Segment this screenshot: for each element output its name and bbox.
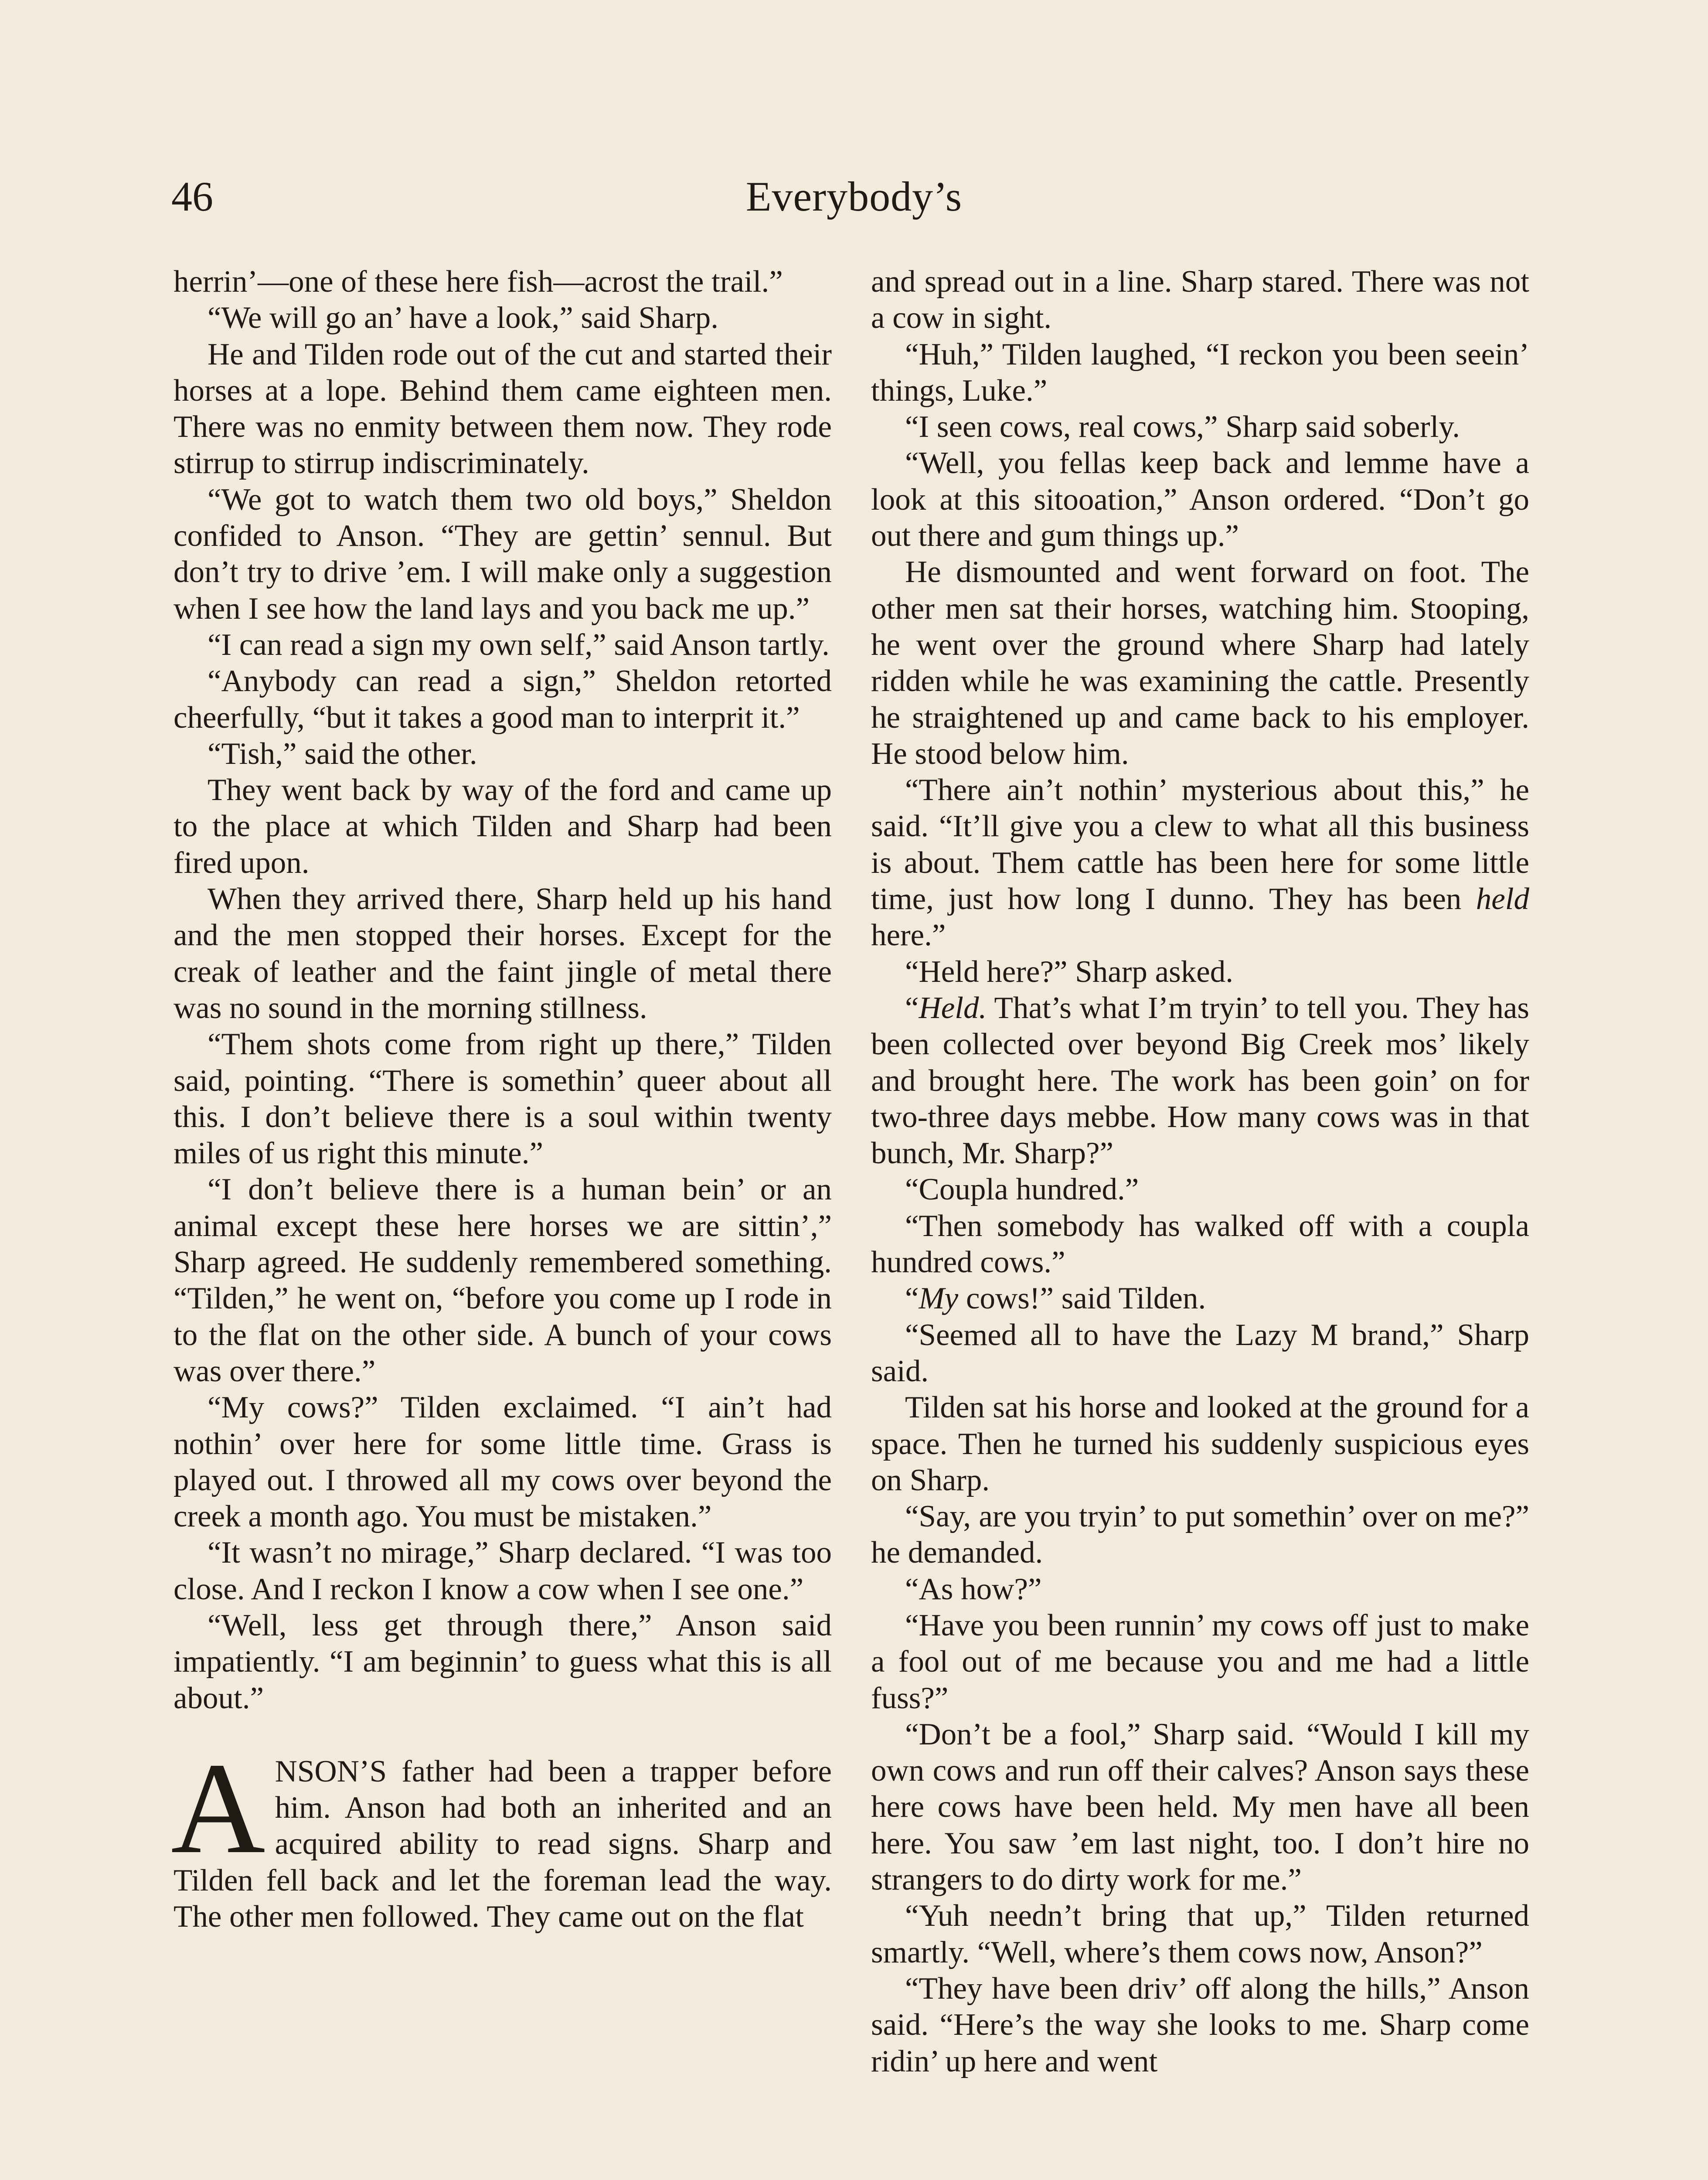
emphasis: held — [1476, 882, 1530, 916]
paragraph: “My cows?” Tilden exclaimed. “I ain’t had nothin’ over here for some little time. Grass is played out. I throwed all my cows over beyond the creek a month ago. You must be mistaken.” — [174, 1390, 832, 1534]
paragraph: “Say, are you tryin’ to put somethin’ over on me?” he demanded. — [871, 1499, 1529, 1570]
emphasis: Held. — [919, 991, 987, 1025]
paragraph: “Seemed all to have the Lazy M brand,” Sharp said. — [871, 1318, 1529, 1388]
paragraph: “Then somebody has walked off with a coupla hundred cows.” — [871, 1209, 1529, 1280]
drop-cap: A — [171, 1735, 265, 1880]
paragraph-text: here.” — [871, 918, 946, 953]
paragraph — [871, 990, 1529, 1172]
paragraph: “Huh,” Tilden laughed, “I reckon you been seein’ things, Luke.” — [871, 337, 1529, 408]
paragraph-text: “There ain’t nothin’ mysterious about this,” he said. “It’ll give you a clew to what all this business is about. Them cattle has been here for some little time, just how long I dunno. They has been — [871, 773, 1529, 916]
paragraph: “Have you been runnin’ my cows off just to make a fool out of me because you and me had a little fuss?” — [871, 1608, 1529, 1715]
paragraph: “We got to watch them two old boys,” Sheldon confided to Anson. “They are gettin’ sennul. But don’t try to drive ’em. I will make only a suggestion when I see how the land lays and you back me up.” — [174, 482, 832, 626]
quote-mark: “ — [905, 1281, 919, 1316]
paragraph: “They have been driv’ off along the hills,” Anson said. “Here’s the way she looks to me. Sharp come ridin’ up here and went — [871, 1971, 1529, 2078]
quote-mark: “ — [905, 991, 919, 1025]
paragraph-text: NSON’S father had been a trapper before him. Anson had both an inherited and an acquired ability to read signs. Sharp and Tilden fell back and let the foreman lead the way. The other men followed. They came out on the flat — [174, 1754, 832, 1934]
paragraph: They went back by way of the ford and came up to the place at which Tilden and Sharp had been fired upon. — [174, 773, 832, 880]
paragraph: “Well, you fellas keep back and lemme have a look at this sitooation,” Anson ordered. “Don’t go out there and gum things up.” — [871, 446, 1529, 553]
section-start-paragraph — [171, 1735, 832, 1935]
right-column — [871, 264, 1529, 2080]
paragraph-text: That’s what I’m tryin’ to tell you. They has been collected over beyond Big Creek mos’ likely and brought here. The work has been goin’ on for two-three days mebbe. How many cows was in that bunch, Mr. Sharp?” — [871, 991, 1529, 1171]
paragraph: He and Tilden rode out of the cut and started their horses at a lope. Behind them came eighteen men. There was no enmity between them now. They rode stirrup to stirrup indiscriminately. — [174, 337, 832, 480]
paragraph: “Coupla hundred.” — [905, 1172, 1139, 1207]
paragraph: He dismounted and went forward on foot. The other men sat their horses, watching him. Stooping, he went over the ground where Sharp had lately ridden while he was examining the cattle. Presently he straightened up and came back to his employer. He stood below him. — [871, 555, 1529, 771]
paragraph: “Yuh needn’t bring that up,” Tilden returned smartly. “Well, where’s them cows now, Anson?” — [871, 1899, 1529, 1969]
paragraph — [871, 772, 1529, 954]
paragraph: Tilden sat his horse and looked at the ground for a space. Then he turned his suddenly suspicious eyes on Sharp. — [871, 1390, 1529, 1497]
paragraph: “Anybody can read a sign,” Sheldon retorted cheerfully, “but it takes a good man to interprit it.” — [174, 664, 832, 735]
paragraph — [871, 1281, 1529, 1317]
paragraph: “Don’t be a fool,” Sharp said. “Would I kill my own cows and run off their calves? Anson says these here cows have been held. My men have all been here. You saw ’em last night, too. I don’t hire no strangers to do dirty work for me.” — [871, 1717, 1529, 1897]
paragraph: “Held here?” Sharp asked. — [905, 954, 1234, 989]
emphasis: My — [919, 1281, 959, 1316]
paragraph: “Them shots come from right up there,” Tilden said, pointing. “There is somethin’ queer about all this. I don’t believe there is a soul within twenty miles of us right this minute.” — [174, 1027, 832, 1171]
paragraph: “As how?” — [905, 1572, 1042, 1606]
paragraph: “I seen cows, real cows,” Sharp said soberly. — [905, 410, 1460, 444]
running-title: Everybody’s — [745, 173, 963, 220]
paragraph-text: cows!” said Tilden. — [958, 1281, 1206, 1316]
paragraph: “Tish,” said the other. — [208, 736, 477, 771]
paragraph: and spread out in a line. Sharp stared. There was not a cow in sight. — [871, 265, 1529, 335]
paragraph: “It wasn’t no mirage,” Sharp declared. “I was too close. And I reckon I know a cow when I see one.” — [174, 1536, 832, 1606]
paragraph: “I don’t believe there is a human bein’ or an animal except these here horses we are sittin’,” Sharp agreed. He suddenly remembered something. “Tilden,” he went on, “before you come up I rode in to the flat on the other side. A bunch of your cows was over there.” — [174, 1172, 832, 1388]
paragraph: “I can read a sign my own self,” said Anson tartly. — [208, 627, 830, 662]
page-number: 46 — [171, 173, 213, 220]
paragraph: herrin’—one of these here fish—acrost the trail.” — [174, 265, 783, 299]
paragraph: “Well, less get through there,” Anson said impatiently. “I am beginnin’ to guess what this is all about.” — [174, 1608, 832, 1715]
paragraph: When they arrived there, Sharp held up his hand and the men stopped their horses. Except for the creak of leather and the faint jingle of metal there was no sound in the morning stillness. — [174, 882, 832, 1025]
paragraph: “We will go an’ have a look,” said Sharp. — [208, 301, 718, 335]
left-column — [171, 264, 832, 1935]
